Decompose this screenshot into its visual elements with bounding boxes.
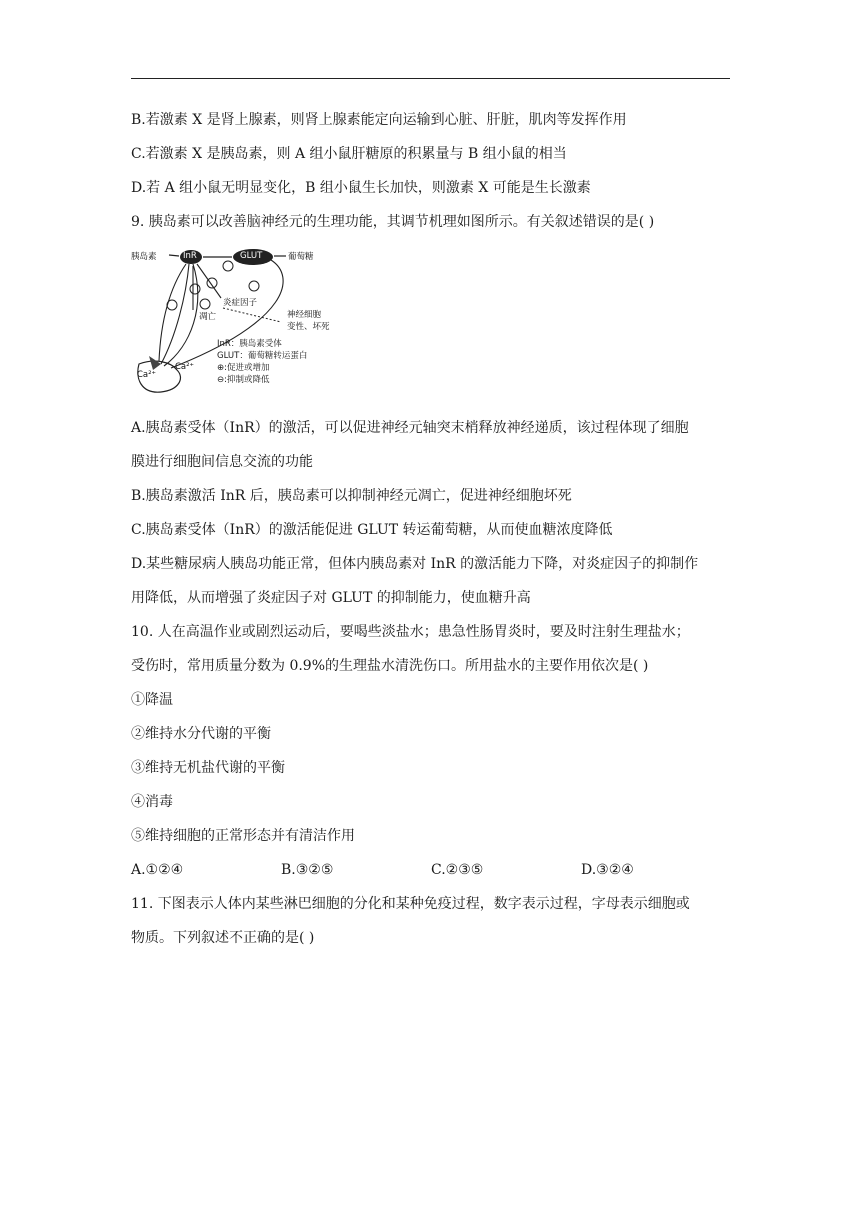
fig-label-glut: GLUT [240, 251, 263, 261]
q8-option-b: B.若激素 X 是肾上腺素，则肾上腺素能定向运输到心脏、肝脏，肌肉等发挥作用 [131, 112, 627, 128]
q8-option-c: C.若激素 X 是胰岛素，则 A 组小鼠肝糖原的积累量与 B 组小鼠的相当 [131, 146, 567, 162]
q11-stem-line2: 物质。下列叙述不正确的是( ) [131, 930, 315, 946]
q9-option-d-line2: 用降低，从而增强了炎症因子对 GLUT 的抑制能力，使血糖升高 [131, 590, 531, 606]
fig-legend [217, 338, 307, 386]
fig-legend-item: GLUT：葡萄糖转运蛋白 [217, 351, 308, 361]
fig-legend-item: ⊖:抑制或降低 [217, 375, 270, 385]
q10-options [131, 856, 731, 890]
q9-option-b: B.胰岛素激活 InR 后，胰岛素可以抑制神经元凋亡，促进神经细胞坏死 [131, 488, 572, 504]
q10-option-b: B.③②⑤ [281, 862, 334, 878]
q9-option-a-line1: A.胰岛素受体（InR）的激活，可以促进神经元轴突末梢释放神经递质，该过程体现了细胞 [131, 420, 689, 436]
fig-label-insulin: 胰岛素 [131, 252, 157, 262]
fig-label-nerve-cell: 神经细胞 [287, 310, 322, 320]
q9-insulin-mechanism-figure [131, 246, 341, 404]
q10-option-a: A.①②④ [131, 862, 184, 878]
q10-item: ⑤维持细胞的正常形态并有清洁作用 [131, 828, 355, 844]
q11-stem-line1: 11. 下图表示人体内某些淋巴细胞的分化和某种免疫过程，数字表示过程，字母表示细胞或 [131, 896, 690, 912]
q9-option-a-line2: 膜进行细胞间信息交流的功能 [131, 454, 313, 470]
fig-legend-item: ⊕:促进或增加 [217, 363, 270, 373]
q10-option-d: D.③②④ [581, 862, 634, 878]
q10-option-c: C.②③⑤ [431, 862, 484, 878]
q10-item: ②维持水分代谢的平衡 [131, 726, 271, 742]
fig-label-inr: InR [183, 251, 197, 261]
q8-option-d: D.若 A 组小鼠无明显变化，B 组小鼠生长加快，则激素 X 可能是生长激素 [131, 180, 591, 196]
fig-label-degeneration: 变性、坏死 [287, 322, 330, 332]
fig-label-glucose: 葡萄糖 [288, 252, 314, 262]
fig-label-ca-1: Ca²⁺ [175, 362, 195, 372]
fig-label-apoptosis: 凋亡 [199, 312, 217, 322]
fig-label-ca-2: Ca²⁺ [137, 370, 157, 380]
header-rule [131, 78, 730, 79]
q10-item: ①降温 [131, 692, 173, 708]
q9-option-d-line1: D.某些糖尿病人胰岛功能正常，但体内胰岛素对 InR 的激活能力下降，对炎症因子的抑制作 [131, 556, 699, 572]
q9-stem: 9. 胰岛素可以改善脑神经元的生理功能，其调节机理如图所示。有关叙述错误的是( ) [131, 214, 655, 230]
fig-legend-item: InR：胰岛素受体 [217, 339, 282, 349]
q10-stem-line2: 受伤时，常用质量分数为 0.9%的生理盐水清洗伤口。所用盐水的主要作用依次是( ) [131, 658, 649, 674]
document-page [131, 106, 731, 958]
q10-stem-line1: 10. 人在高温作业或剧烈运动后，要喝些淡盐水；患急性肠胃炎时，要及时注射生理盐水； [131, 624, 690, 640]
fig-label-inflammation: 炎症因子 [223, 298, 258, 308]
q10-item: ③维持无机盐代谢的平衡 [131, 760, 285, 776]
q9-option-c: C.胰岛素受体（InR）的激活能促进 GLUT 转运葡萄糖，从而使血糖浓度降低 [131, 522, 613, 538]
q10-item: ④消毒 [131, 794, 173, 810]
